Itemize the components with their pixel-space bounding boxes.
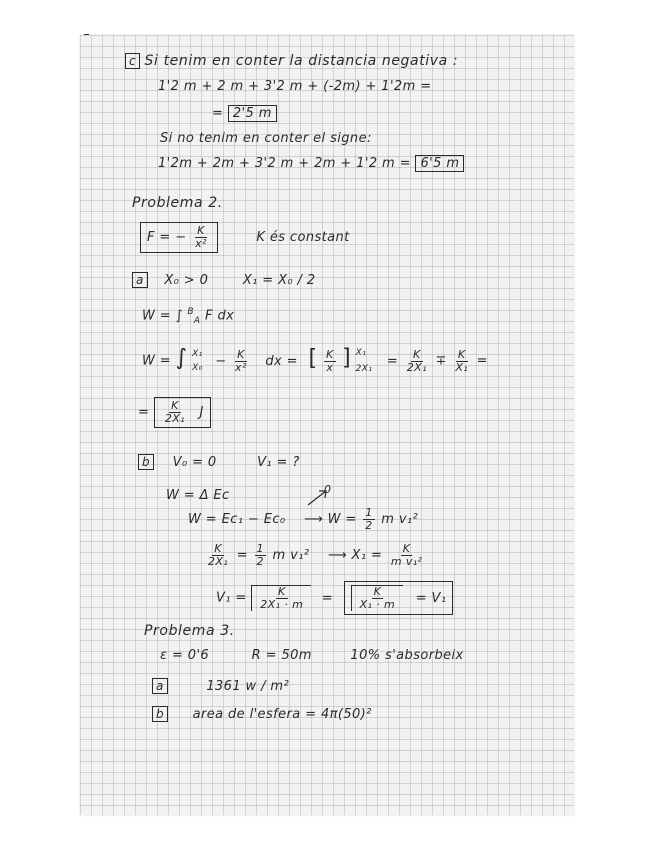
emissivity: ε = 0'6	[160, 648, 210, 663]
sqrt-2-den: X₁ · m	[359, 598, 396, 612]
integrand-den: x²	[235, 360, 247, 374]
zero-annotation: 0	[324, 483, 332, 496]
work-result-unit: J	[199, 405, 204, 421]
part-c-heading	[125, 53, 458, 69]
work-integral-line: W = ∫ X₁ X₀ − $\frac{K}{\text{x²}}$ dx = [ $\frac{K}{x}$ ] X₁ 2X₁ = $\frac{K}{\text{2X₁}}$ ∓ $\frac{K}{\text{X₁}}$ =	[142, 345, 488, 377]
kinetic-term: m v₁²	[381, 512, 419, 528]
term1-num: K	[413, 347, 421, 361]
term2-fraction	[453, 349, 470, 374]
part-c-sum2: 1'2m + 2m + 3'2 m + 2m + 1'2 m =	[158, 156, 411, 171]
velocity-result-rhs: = V₁	[415, 590, 447, 606]
velocity-result-box	[344, 581, 454, 615]
term2-den: X₁	[455, 360, 469, 374]
part-c-result: 2'5 m	[228, 105, 277, 122]
term1-den: 2X₁	[406, 360, 427, 374]
problem-3-a-line	[152, 679, 289, 694]
part-a-x1: X₁ = X₀ / 2	[242, 273, 316, 288]
problem-3-a-value: 1361 w / m²	[206, 679, 290, 694]
work-result-num: K	[171, 399, 179, 412]
radius: R = 50m	[251, 648, 312, 663]
kinetic-term-2: m v₁²	[272, 548, 310, 564]
notebook-page	[80, 35, 574, 815]
x1-derivation-line	[204, 543, 426, 568]
energy-arrow-1: ⟶ W =	[304, 512, 357, 528]
half2-num: 1	[256, 542, 264, 555]
work-integral-lhs: W =	[142, 353, 172, 369]
force-formula	[140, 222, 218, 253]
k-over-2x1-num: K	[214, 542, 222, 555]
velocity-equals: =	[321, 590, 334, 606]
x1-num: K	[402, 542, 411, 555]
force-den: x²	[195, 237, 207, 251]
work-limit-top: B	[187, 307, 194, 317]
eval-bottom: 2X₁	[355, 364, 373, 375]
integral-top: X₁	[192, 348, 203, 359]
work-result-den: 2X₁	[164, 412, 185, 426]
force-formula-line	[140, 222, 350, 253]
sqrt-1	[251, 585, 311, 611]
absorption: 10% s'absorbeix	[350, 648, 464, 663]
part-c-result-line	[212, 105, 277, 122]
part-c-equals: =	[212, 106, 224, 121]
problem-3-data	[160, 648, 464, 663]
problem-3-b-text: area de l'esfera = 4π(50)²	[192, 707, 372, 722]
velocity-lhs: V₁ =	[216, 590, 247, 606]
force-num: K	[197, 224, 205, 237]
eval-equals: =	[386, 353, 399, 369]
sqrt-2-num: K	[373, 585, 382, 598]
eval-top: X₁	[355, 348, 367, 358]
energy-difference: W = Ec₁ − Ec₀	[188, 512, 286, 528]
part-a-line	[132, 273, 316, 288]
half-fraction	[363, 507, 374, 532]
force-fraction	[193, 225, 209, 250]
part-a-x0: X₀ > 0	[164, 273, 209, 288]
half-den: 2	[365, 519, 373, 533]
integral-dx: dx =	[265, 353, 298, 369]
x1-fraction	[389, 543, 425, 568]
part-c-label: c	[125, 53, 140, 69]
sqrt-1-fraction	[258, 586, 305, 611]
x1-derivation-equals: =	[236, 548, 248, 564]
integrand-fraction	[233, 349, 249, 374]
part-b-line	[138, 455, 300, 470]
problem-3-b-label: b	[152, 706, 168, 722]
work-definition-rest: F dx	[205, 308, 235, 324]
antiderivative-den: x	[326, 360, 334, 374]
antiderivative-num: K	[325, 347, 334, 361]
integral-sign: ∫	[175, 345, 188, 371]
sqrt-1-den: 2X₁ · m	[260, 598, 304, 612]
work-definition	[142, 307, 234, 326]
sqrt-1-num: K	[277, 585, 286, 598]
part-c-sum2-line	[158, 155, 464, 172]
velocity-line	[216, 581, 453, 615]
force-lhs: F = −	[147, 230, 187, 246]
work-definition-lhs: W = ∫	[142, 308, 183, 324]
part-c-nosign: Si no tenim en conter el signe:	[160, 131, 372, 146]
half2-den: 2	[256, 555, 264, 569]
work-result-equals: =	[138, 405, 150, 421]
sqrt-2	[351, 585, 404, 611]
work-result-line	[138, 397, 211, 428]
problem-3-a-label: a	[152, 678, 168, 694]
part-c-text: Si tenim en conter la distancia negativa :	[144, 53, 459, 69]
k-over-2x1-fraction	[206, 543, 230, 568]
x1-den: m v₁²	[390, 555, 423, 569]
integral-minus: −	[215, 353, 227, 369]
part-c-sum: 1'2 m + 2 m + 3'2 m + (-2m) + 1'2m =	[158, 79, 432, 94]
part-b-v0: V₀ = 0	[172, 455, 217, 470]
term-operator: ∓	[435, 353, 447, 369]
part-c-result2: 6'5 m	[415, 155, 464, 172]
term1-fraction	[405, 349, 429, 374]
sqrt-2-fraction	[358, 586, 398, 611]
part-a-label: a	[132, 272, 148, 288]
work-result-box	[154, 397, 211, 428]
half-num: 1	[365, 506, 373, 519]
part-b-v1: V₁ = ?	[257, 455, 300, 470]
energy-difference-line	[188, 507, 418, 532]
integral-bottom: X₀	[192, 363, 203, 374]
work-result-fraction	[163, 400, 187, 425]
work-limit-bottom: A	[193, 315, 201, 326]
zero-arrow-icon	[306, 487, 330, 507]
energy-arrow-2: ⟶ X₁ =	[327, 548, 383, 564]
k-constant-note: K és constant	[256, 230, 350, 246]
part-b-label: b	[138, 454, 154, 470]
half2-fraction	[255, 543, 266, 568]
energy-theorem: W = Δ Ec	[166, 488, 230, 503]
integrand-num: K	[237, 347, 245, 361]
antiderivative-fraction	[324, 349, 336, 374]
problem-3-title: Problema 3.	[144, 623, 235, 639]
k-over-2x1-den: 2X₁	[208, 555, 229, 569]
problem-3-b-line	[152, 707, 372, 722]
term2-num: K	[457, 347, 466, 361]
term-end-equals: =	[476, 353, 488, 369]
problem-2-title: Problema 2.	[132, 195, 223, 211]
